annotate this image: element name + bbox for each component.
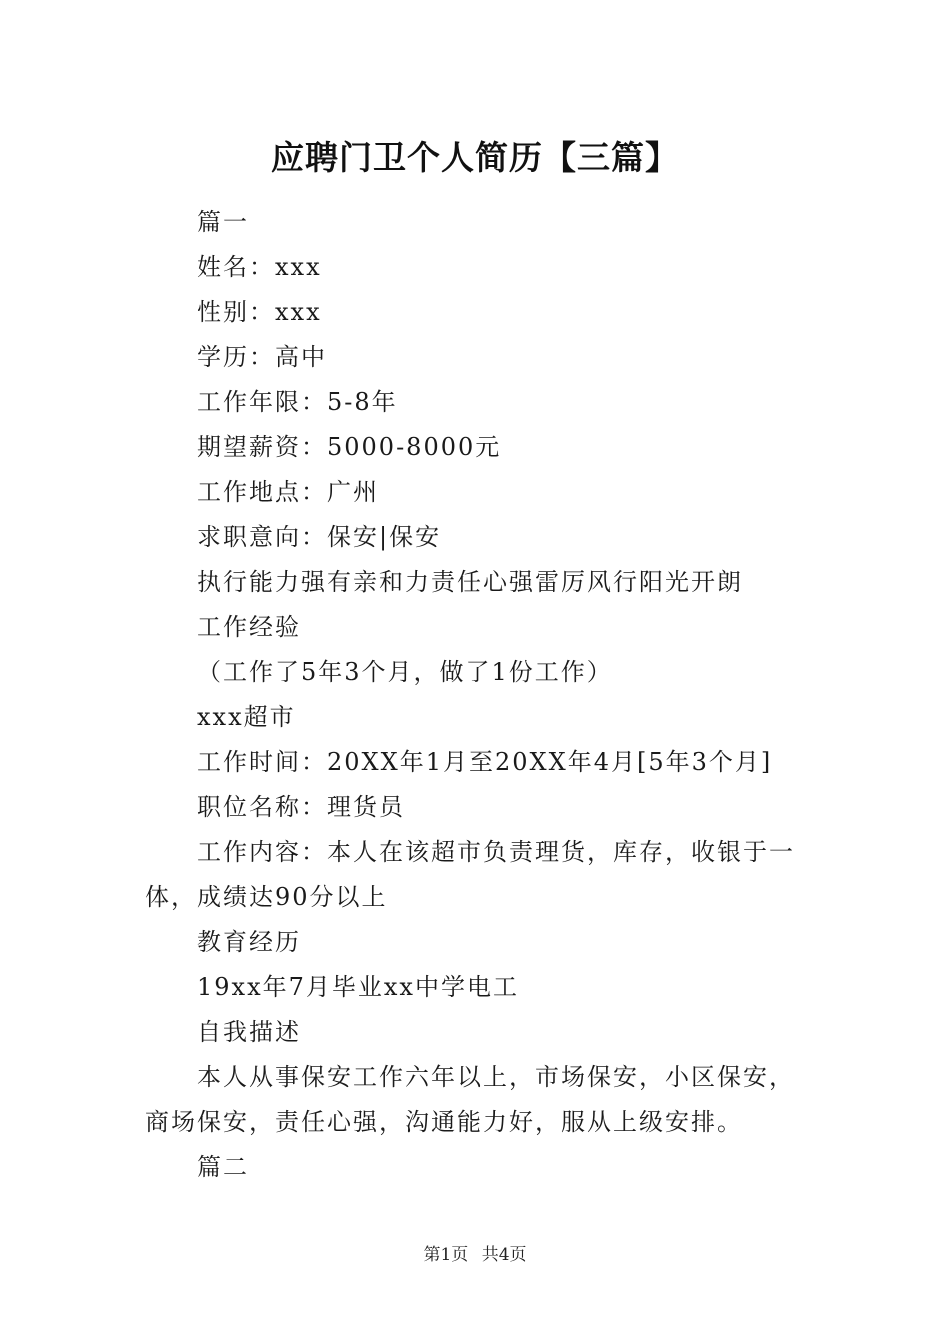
- field-work-period: 工作时间：20XX年1月至20XX年4月[5年3个月]: [197, 748, 773, 776]
- field-expected-salary: 期望薪资：5000-8000元: [197, 433, 502, 461]
- field-work-location: 工作地点：广州: [197, 478, 379, 506]
- section-heading-2: 篇二: [197, 1153, 249, 1181]
- page-total: 共4页: [481, 1245, 527, 1265]
- field-name: 姓名：xxx: [197, 253, 322, 281]
- page-footer: [0, 1240, 950, 1265]
- field-gender: 性别：xxx: [197, 298, 322, 326]
- self-description-text: 本人从事保安工作六年以上，市场保安，小区保安，商场保安，责任心强，沟通能力好，服从上级安排。: [145, 1063, 795, 1136]
- page-number: 第1页: [423, 1245, 469, 1265]
- section-work-experience: 工作经验: [197, 613, 301, 641]
- section-education: 教育经历: [197, 928, 301, 956]
- personal-traits: 执行能力强有亲和力责任心强雷厉风行阳光开朗: [197, 568, 743, 596]
- education-entry: 19xx年7月毕业xx中学电工: [197, 973, 519, 1001]
- section-self-description: 自我描述: [197, 1018, 301, 1046]
- work-experience-summary: （工作了5年3个月，做了1份工作）: [197, 658, 613, 686]
- field-work-years: 工作年限：5-8年: [197, 388, 398, 416]
- field-work-content: 工作内容：本人在该超市负责理货，库存，收银于一体，成绩达90分以上: [145, 838, 795, 911]
- field-job-intention: 求职意向：保安|保安: [197, 523, 442, 551]
- section-heading: 篇一: [197, 208, 249, 236]
- field-position-title: 职位名称：理货员: [197, 793, 405, 821]
- field-education: 学历：高中: [197, 343, 327, 371]
- employer-name: xxx超市: [197, 703, 296, 731]
- document-title: 应聘门卫个人简历【三篇】: [271, 138, 679, 177]
- document-body: [145, 200, 815, 1190]
